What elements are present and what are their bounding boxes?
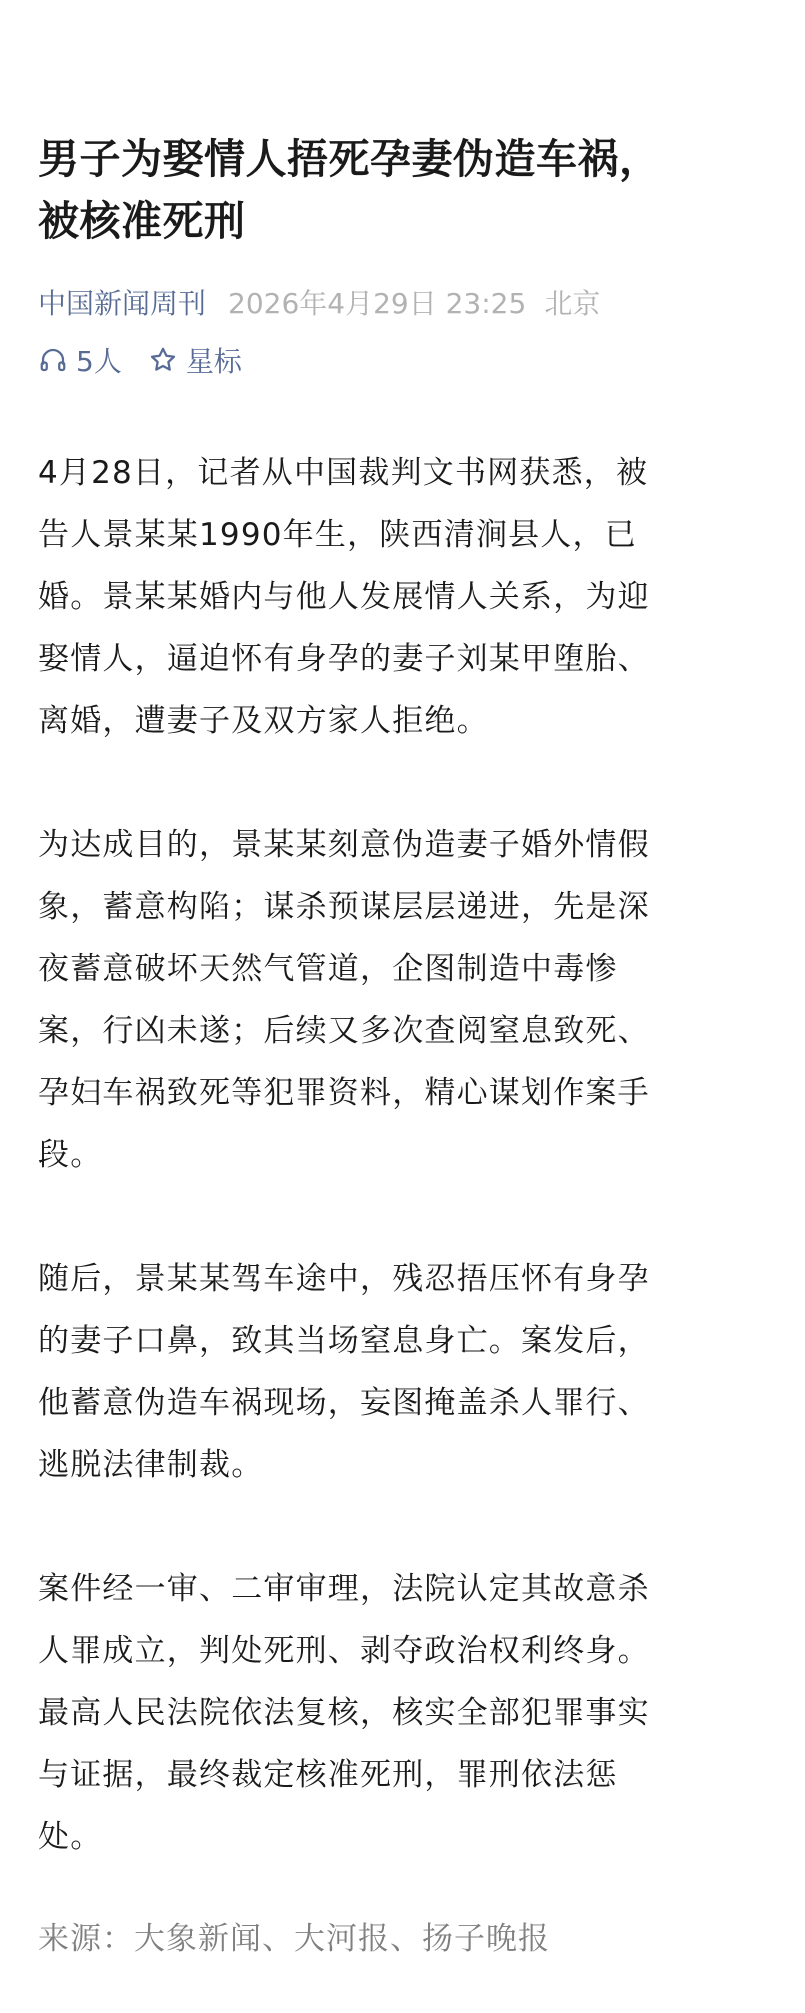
article-paragraph xyxy=(38,442,768,752)
publish-date: 2026年4月29日 23:25 xyxy=(228,287,527,320)
paragraph-line: 4月28日，记者从中国裁判文书网获悉，被 xyxy=(38,455,649,491)
paragraph-line: 案件经一审、二审审理，法院认定其故意杀 xyxy=(38,1571,650,1607)
article-title xyxy=(38,128,768,252)
headphones-icon xyxy=(38,345,68,375)
paragraph-line: 处。 xyxy=(38,1819,103,1855)
publish-location: 北京 xyxy=(544,287,601,320)
paragraph-line: 夜蓄意破坏天然气管道，企图制造中毒惨 xyxy=(38,951,618,987)
article-body xyxy=(38,442,768,1930)
paragraph-line: 他蓄意伪造车祸现场，妄图掩盖杀人罪行、 xyxy=(38,1385,650,1421)
article-paragraph xyxy=(38,1248,768,1496)
paragraph-line: 娶情人，逼迫怀有身孕的妻子刘某甲堕胎、 xyxy=(38,641,650,677)
paragraph-line: 的妻子口鼻，致其当场窒息身亡。案发后， xyxy=(38,1323,650,1359)
article-title-line-2: 被核准死刑 xyxy=(38,197,246,245)
paragraph-line: 人罪成立，判处死刑、剥夺政治权利终身。 xyxy=(38,1633,650,1669)
star-icon xyxy=(148,345,178,375)
article-actions xyxy=(38,336,268,384)
article-source-credit: 来源：大象新闻、大河报、扬子晚报 xyxy=(38,1921,550,1957)
star-button[interactable] xyxy=(148,340,242,380)
article-paragraph xyxy=(38,814,768,1186)
paragraph-line: 与证据，最终裁定核准死刑，罪刑依法惩 xyxy=(38,1757,618,1793)
article-title-line-1: 男子为娶情人捂死孕妻伪造车祸， xyxy=(38,135,661,183)
star-label: 星标 xyxy=(185,345,242,378)
paragraph-line: 案，行凶未遂；后续又多次查阅窒息致死、 xyxy=(38,1013,650,1049)
publisher-link[interactable]: 中国新闻周刊 xyxy=(38,287,207,320)
paragraph-line: 婚。景某某婚内与他人发展情人关系，为迎 xyxy=(38,579,650,615)
paragraph-line: 随后，景某某驾车途中，残忍捂压怀有身孕 xyxy=(38,1261,650,1297)
article-meta xyxy=(38,278,600,326)
article-paragraph xyxy=(38,1558,768,1868)
paragraph-line: 为达成目的，景某某刻意伪造妻子婚外情假 xyxy=(38,827,650,863)
paragraph-line: 告人景某某1990年生，陕西清涧县人，已 xyxy=(38,517,637,553)
listen-count: 5人 xyxy=(76,345,122,378)
paragraph-line: 离婚，遭妻子及双方家人拒绝。 xyxy=(38,703,489,739)
paragraph-line: 孕妇车祸致死等犯罪资料，精心谋划作案手 xyxy=(38,1075,650,1111)
paragraph-line: 逃脱法律制裁。 xyxy=(38,1447,264,1483)
paragraph-line: 最高人民法院依法复核，核实全部犯罪事实 xyxy=(38,1695,650,1731)
listen-button[interactable] xyxy=(38,340,122,380)
paragraph-line: 象，蓄意构陷；谋杀预谋层层递进，先是深 xyxy=(38,889,650,925)
paragraph-line: 段。 xyxy=(38,1137,103,1173)
